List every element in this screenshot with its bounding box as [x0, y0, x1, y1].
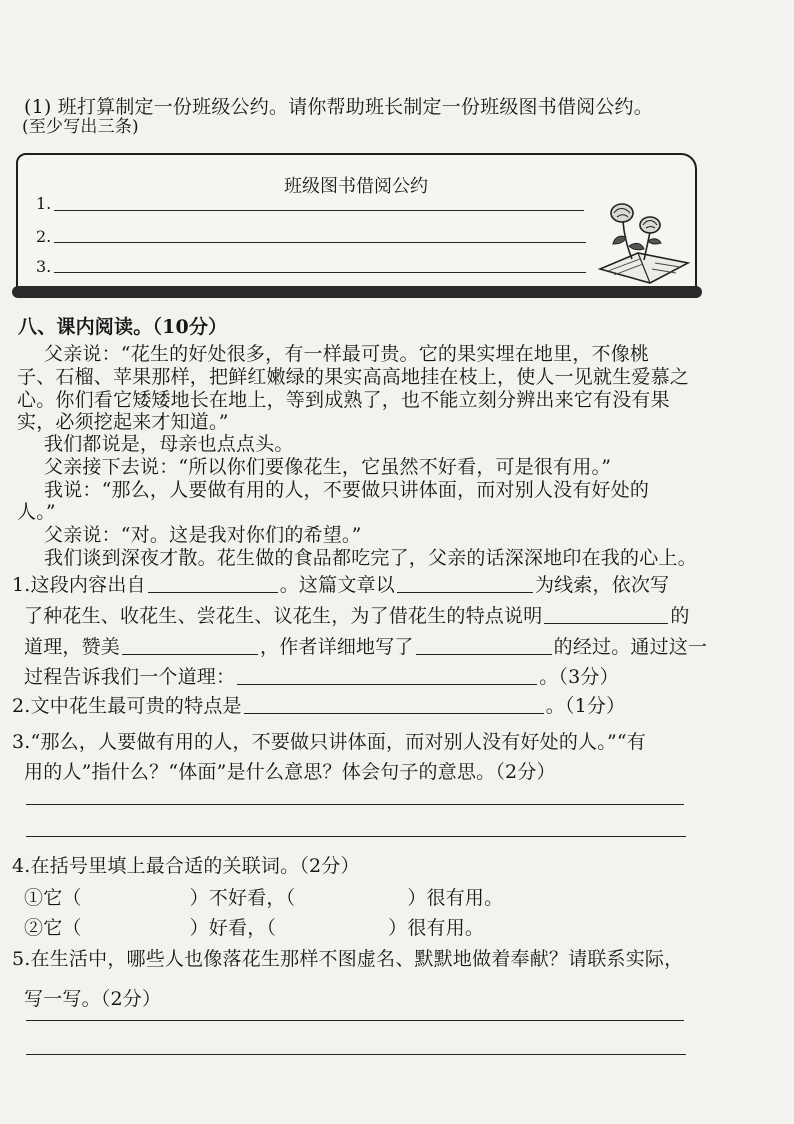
q1-blank-praise[interactable]: [122, 636, 258, 655]
passage-line: 心。你们看它矮矮地长在地上，等到成熟了，也不能立刻分辨出来它有没有果: [17, 389, 670, 411]
question-3-line-2: 用的人”指什么？“体面”是什么意思？体会句子的意思。（2分）: [24, 761, 556, 783]
pact-box-base: [12, 286, 702, 298]
question-4-row-1: [24, 883, 503, 910]
pact-item-1-line[interactable]: [54, 210, 584, 211]
q1-blank-detail[interactable]: [416, 636, 552, 655]
q2-text: 2.文中花生最可贵的特点是: [12, 695, 242, 717]
q5-answer-line-1[interactable]: [26, 1020, 684, 1021]
passage-line: 父亲说：“花生的好处很多，有一样最可贵。它的果实埋在地里，不像桃: [44, 343, 650, 365]
q1-blank-source[interactable]: [148, 574, 278, 593]
q1-text: 的经过。通过这一: [553, 636, 708, 658]
question-2: [12, 691, 625, 718]
pact-item-1-label: 1.: [36, 194, 52, 213]
q1-text: 1.这段内容出自: [12, 574, 146, 596]
question-3-line-1: 3.“那么，人要做有用的人，不要做只讲体面，而对别人没有好处的人。”“有: [12, 731, 646, 753]
q3-answer-line-1[interactable]: [26, 804, 684, 805]
passage-line: 实，必须挖起来才知道。”: [17, 411, 229, 433]
pact-title: 班级图书借阅公约: [284, 176, 428, 197]
q2-blank[interactable]: [244, 695, 544, 714]
question-5-line-2: 写一写。（2分）: [24, 988, 162, 1010]
q1-text: 过程告诉我们一个道理：: [24, 666, 236, 688]
passage-line: 子、石榴、苹果那样，把鲜红嫩绿的果实高高地挂在枝上，使人一见就生爱慕之: [17, 366, 690, 388]
q4-text: ）不好看，（: [189, 887, 296, 909]
passage-line: 我们谈到深夜才散。花生做的食品都吃完了，父亲的话深深地印在我的心上。: [44, 547, 697, 569]
passage-line: 我们都说是，母亲也点点头。: [44, 433, 294, 455]
intro-line-1: (1) 班打算制定一份班级公约。请你帮助班长制定一份班级图书借阅公约。: [24, 96, 653, 118]
q1-text: 。（3分）: [539, 666, 619, 688]
pact-item-3-label: 3.: [36, 257, 52, 276]
q4-text: ）很有用。: [388, 917, 485, 939]
q4-text: ①它（: [24, 887, 82, 909]
passage-line: 人。”: [17, 501, 56, 523]
q4-text: ）很有用。: [407, 887, 504, 909]
question-1-line-2: [24, 601, 690, 628]
question-4-title: 4.在括号里填上最合适的关联词。（2分）: [12, 855, 360, 877]
passage-line: 父亲说：“对。这是我对你们的希望。”: [44, 524, 362, 546]
q1-text: 的: [670, 605, 690, 627]
pact-item-3-line[interactable]: [54, 272, 586, 273]
q1-text: ，作者详细地写了: [260, 636, 414, 658]
q5-answer-line-2[interactable]: [26, 1054, 686, 1055]
q4-text: ）好看，（: [189, 917, 277, 939]
intro-line-2: (至少写出三条): [22, 117, 139, 137]
question-4-row-2: [24, 913, 484, 940]
q4-text: ②它（: [24, 917, 82, 939]
question-1-line-3: [24, 632, 707, 659]
question-1-line-4: [24, 662, 619, 689]
q1-blank-reason[interactable]: [544, 605, 668, 624]
q1-blank-clue[interactable]: [397, 574, 533, 593]
question-1-line-1: [12, 570, 669, 597]
question-5-line-1: 5.在生活中，哪些人也像落花生那样不图虚名、默默地做着奉献？请联系实际，: [12, 948, 684, 970]
q3-answer-line-2[interactable]: [26, 836, 686, 837]
q1-text: 了种花生、收花生、尝花生、议花生，为了借花生的特点说明: [24, 605, 543, 627]
q1-text: 。这篇文章以: [279, 574, 395, 596]
passage-line: 我说：“那么，人要做有用的人，不要做只讲体面，而对别人没有好处的: [44, 479, 650, 501]
passage-line: 父亲接下去说：“所以你们要像花生，它虽然不好看，可是很有用。”: [44, 456, 612, 478]
q1-text: 道理，赞美: [24, 636, 121, 658]
section-title: 八、课内阅读。（10分）: [18, 316, 228, 338]
pact-item-2-label: 2.: [36, 227, 52, 246]
q1-text: 为线索，依次写: [534, 574, 670, 596]
q1-blank-lesson[interactable]: [237, 666, 537, 685]
flower-book-icon: [590, 197, 695, 287]
pact-item-2-line[interactable]: [54, 242, 586, 243]
q2-text: 。（1分）: [545, 695, 626, 717]
